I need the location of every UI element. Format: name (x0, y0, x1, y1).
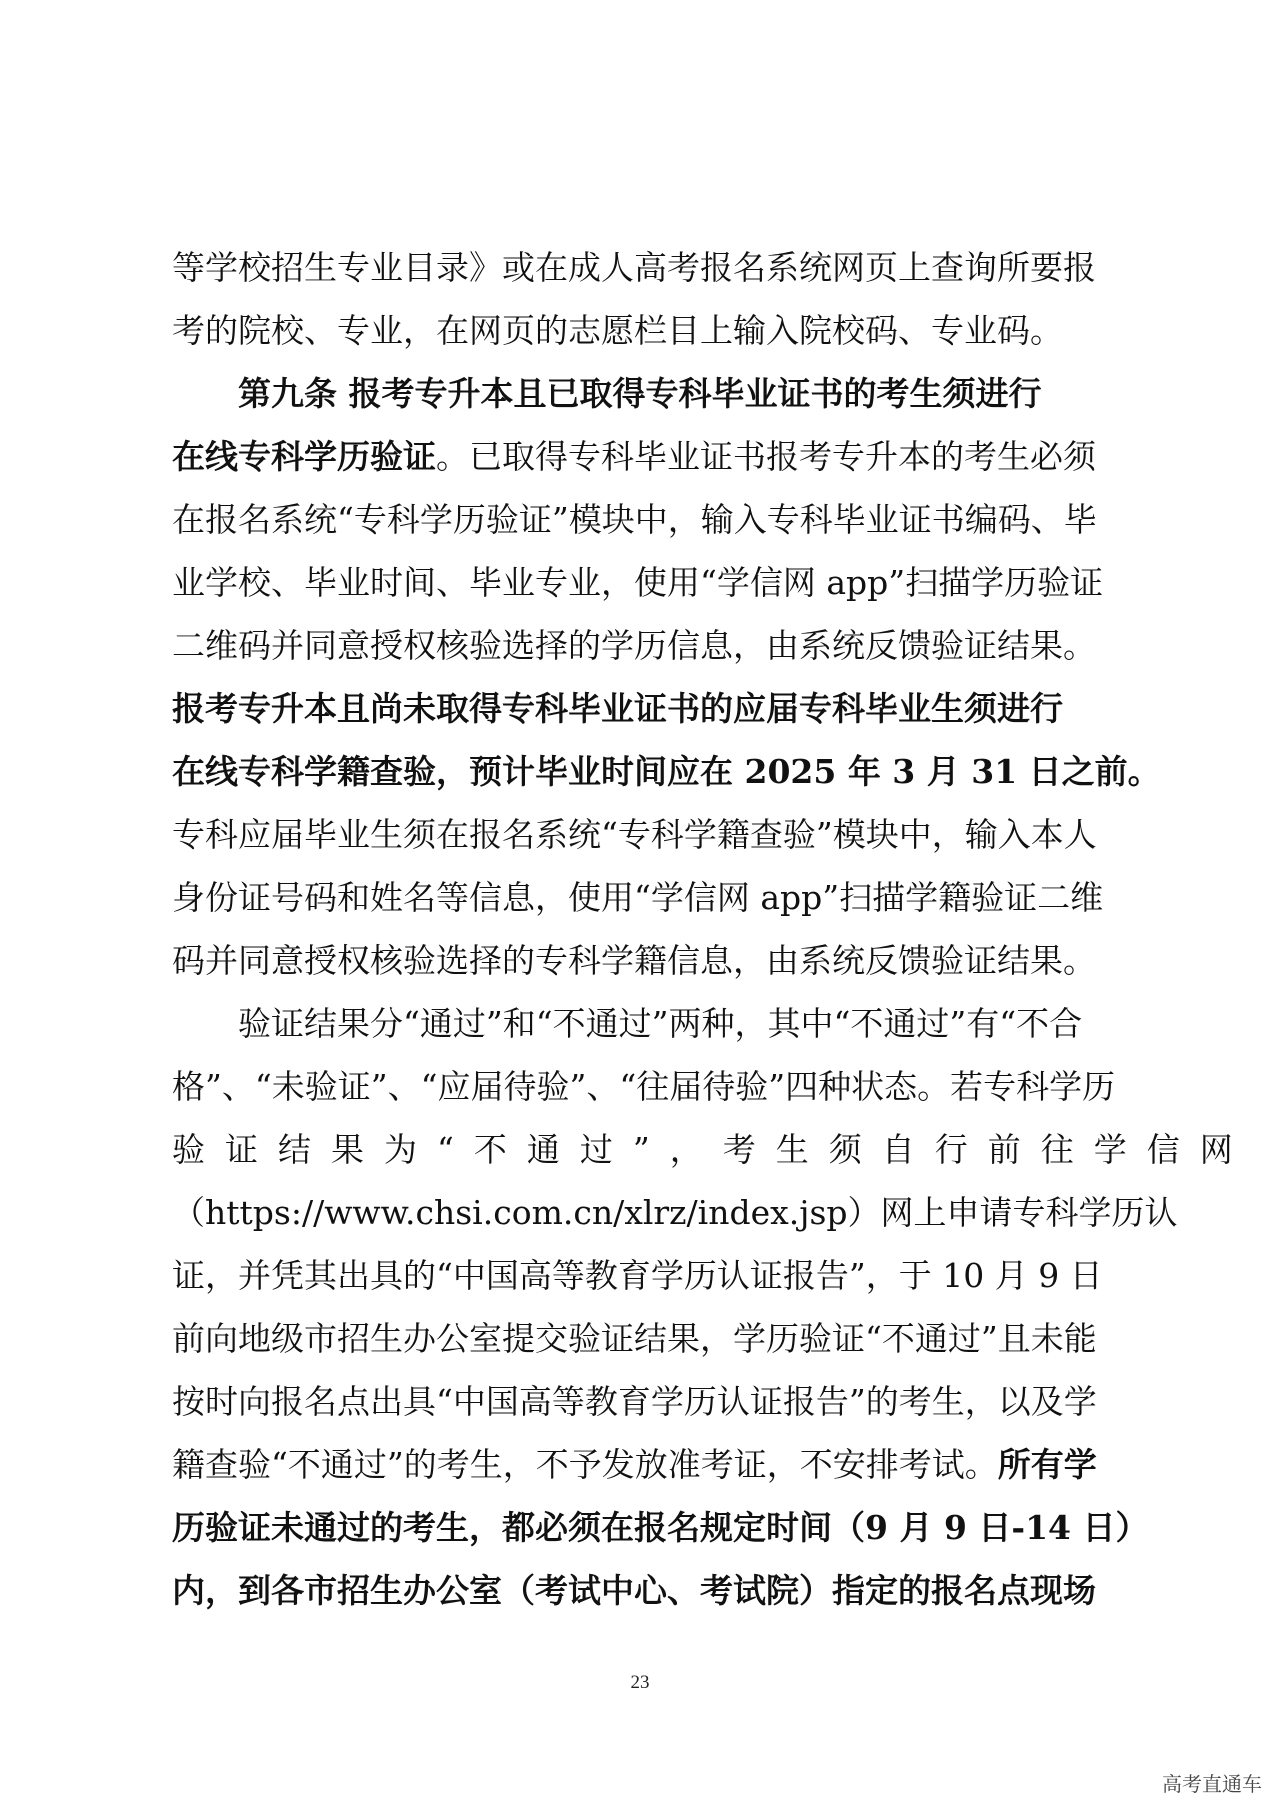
bold-text: 所有学 (997, 1445, 1097, 1484)
paragraph-line (172, 614, 1120, 677)
paragraph-line (172, 1307, 1120, 1370)
paragraph-line (172, 929, 1120, 992)
line-text: 码并同意授权核验选择的专科学籍信息，由系统反馈验证结果。 (172, 941, 1096, 980)
line-text: 二维码并同意授权核验选择的学历信息，由系统反馈验证结果。 (172, 626, 1096, 665)
document-body (172, 236, 1253, 1622)
line-text: 前向地级市招生办公室提交验证结果，学历验证“不通过”且未能 (172, 1319, 1097, 1358)
page-number: 23 (630, 1672, 650, 1693)
line-text: （https://www.chsi.com.cn/xlrz/index.jsp）网上申请专科学历认 (172, 1193, 1178, 1232)
line-text: 验证结果分“通过”和“不通过”两种，其中“不通过”有“不合 (238, 1004, 1083, 1043)
paragraph-line (172, 299, 1120, 362)
paragraph-line (172, 1181, 1178, 1244)
paragraph-line (172, 866, 1120, 929)
article-heading: 第九条 报考专升本且已取得专科毕业证书的考生须进行 (238, 374, 1042, 413)
watermark-text: 高考直通车 (1162, 1772, 1262, 1796)
bold-text: 报考专升本且尚未取得专科毕业证书的应届专科毕业生须进行 (172, 689, 1063, 728)
line-text: 业学校、毕业时间、毕业专业，使用“学信网 app”扫描学历验证 (172, 563, 1104, 602)
paragraph-line (172, 236, 1120, 299)
paragraph-line (172, 677, 1120, 740)
line-text: 专科应届毕业生须在报名系统“专科学籍查验”模块中，输入本人 (172, 815, 1097, 854)
paragraph-line (172, 1370, 1120, 1433)
line-text: 格”、“未验证”、“应届待验”、“往届待验”四种状态。若专科学历 (172, 1067, 1116, 1106)
paragraph-line (172, 551, 1120, 614)
paragraph-line (172, 488, 1120, 551)
paragraph-line (172, 1055, 1120, 1118)
paragraph-line (172, 803, 1120, 866)
line-text: 按时向报名点出具“中国高等教育学历认证报告”的考生，以及学 (172, 1382, 1097, 1421)
line-text: 证，并凭其出具的“中国高等教育学历认证报告”，于 10 月 9 日 (172, 1256, 1103, 1295)
paragraph-line (172, 992, 1120, 1055)
line-text: 考的院校、专业，在网页的志愿栏目上输入院校码、专业码。 (172, 311, 1063, 350)
line-text: 等学校招生专业目录》或在成人高考报名系统网页上查询所要报 (172, 248, 1096, 287)
bold-text: 在线专科学历验证 (172, 437, 436, 476)
paragraph-line (172, 1496, 1149, 1559)
bold-text: 历验证未通过的考生，都必须在报名规定时间（9 月 9 日-14 日） (172, 1508, 1149, 1547)
line-text: 在报名系统“专科学历验证”模块中，输入专科毕业证书编码、毕 (172, 500, 1097, 539)
paragraph-line (172, 1559, 1120, 1622)
paragraph-line (172, 1244, 1120, 1307)
line-text: 籍查验“不通过”的考生，不予发放准考证，不安排考试。 (172, 1445, 998, 1484)
paragraph-line (172, 740, 1161, 803)
bold-text: 内，到各市招生办公室（考试中心、考试院）指定的报名点现场 (172, 1571, 1096, 1610)
line-text: 身份证号码和姓名等信息，使用“学信网 app”扫描学籍验证二维 (172, 878, 1104, 917)
bold-text: 在线专科学籍查验，预计毕业时间应在 2025 年 3 月 31 日之前。 (172, 752, 1161, 791)
paragraph-line (172, 1118, 1253, 1181)
paragraph-line (172, 425, 1120, 488)
line-text: 验证结果为“不通过”，考生须自行前往学信网 (172, 1130, 1253, 1169)
line-text: 。已取得专科毕业证书报考专升本的考生必须 (436, 437, 1096, 476)
article-heading-line (172, 362, 1120, 425)
paragraph-line (172, 1433, 1120, 1496)
